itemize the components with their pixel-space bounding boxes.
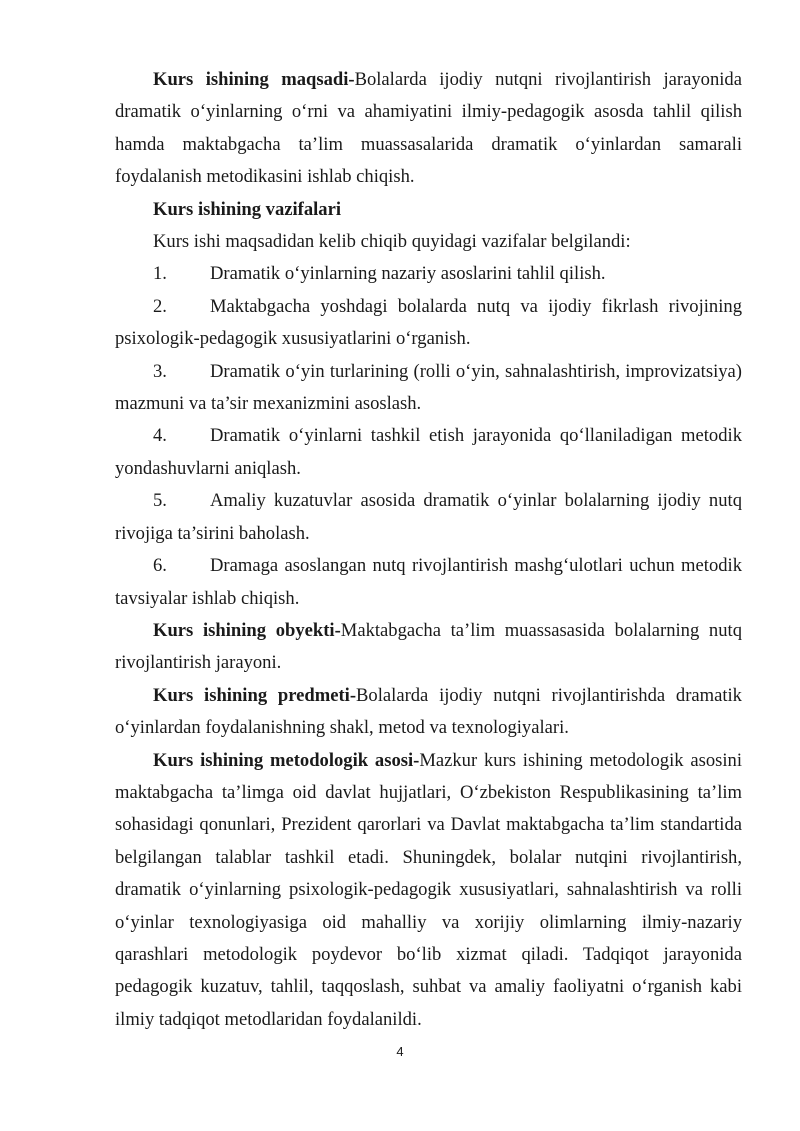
task-item xyxy=(115,356,742,421)
task-number: 1. xyxy=(153,263,167,285)
subject-paragraph xyxy=(115,680,742,745)
goal-paragraph xyxy=(115,64,742,194)
object-paragraph xyxy=(115,615,742,680)
goal-text: Bolalarda ijodiy nutqni rivojlantirish jarayonida dramatik o‘yinlarning o‘rni va ahamiyatini ilmiy-pedagogik asosda tahlil qilish hamda maktabgacha ta’lim muassasalarida dramatik o‘yinlardan samarali foydalanish metodikasini ishlab chiqish. xyxy=(115,69,742,188)
object-heading: Kurs ishining obyekti- xyxy=(153,619,341,641)
task-item xyxy=(115,420,742,485)
task-text: Dramatik o‘yin turlarining (rolli o‘yin, sahnalashtirish, improvizatsiya) mazmuni va ta’sir mexanizmini asoslash. xyxy=(115,360,742,415)
document-page xyxy=(115,64,742,1036)
task-number: 5. xyxy=(153,490,167,512)
task-number: 6. xyxy=(153,555,167,577)
task-text: Maktabgacha yoshdagi bolalarda nutq va ijodiy fikrlash rivojining psixologik-pedagogik xususiyatlarini o‘rganish. xyxy=(115,295,742,350)
task-number: 3. xyxy=(153,360,167,382)
task-number: 4. xyxy=(153,425,167,447)
object-text: Maktabgacha ta’lim muassasasida bolalarning nutq rivojlantirish jarayoni. xyxy=(115,619,742,674)
task-item xyxy=(115,258,742,290)
tasks-heading-paragraph xyxy=(115,194,742,226)
task-text: Amaliy kuzatuvlar asosida dramatik o‘yinlar bolalarning ijodiy nutq rivojiga ta’sirini baholash. xyxy=(115,490,742,544)
tasks-heading: Kurs ishining vazifalari xyxy=(153,198,342,220)
subject-text: Bolalarda ijodiy nutqni rivojlantirishda dramatik o‘yinlardan foydalanishning shakl, metod va texnologiyalari. xyxy=(115,684,742,739)
task-text: Dramaga asoslangan nutq rivojlantirish mashg‘ulotlari uchun metodik tavsiyalar ishlab chiqish. xyxy=(115,555,742,609)
page-number: 4 xyxy=(396,1044,404,1059)
tasks-intro: Kurs ishi maqsadidan kelib chiqib quyidagi vazifalar belgilandi: xyxy=(153,231,631,253)
task-item xyxy=(115,291,742,356)
task-text: Dramatik o‘yinlarni tashkil etish jarayonida qo‘llaniladigan metodik yondashuvlarni aniqlash. xyxy=(115,425,742,479)
task-text: Dramatik o‘yinlarning nazariy asoslarini tahlil qilish. xyxy=(210,263,606,285)
methodology-text: Mazkur kurs ishining metodologik asosini maktabgacha ta’limga oid davlat hujjatlari, O‘zbekiston Respublikasining ta’lim sohasidagi qonunlari, Prezident qarorlari va Davlat maktabgacha ta’lim standartida belgilangan talablar tashkil etadi. Shuningdek, bolalar nutqini rivojlantirish, dramatik o‘yinlarning psixologik-pedagogik xususiyatlari, sahnalashtirish va rolli o‘yinlar texnologiyasiga oid mahalliy va xorijiy olimlarning ilmiy-nazariy qarashlari metodologik poydevor bo‘lib xizmat qiladi. Tadqiqot jarayonida pedagogik kuzatuv, tahlil, taqqoslash, suhbat va amaliy faoliyatni o‘rganish kabi ilmiy tadqiqot metodlaridan foydalanildi. xyxy=(115,749,742,1030)
task-item xyxy=(115,550,742,615)
goal-heading: Kurs ishining maqsadi- xyxy=(153,69,355,90)
task-item xyxy=(115,485,742,550)
task-number: 2. xyxy=(153,295,167,317)
subject-heading: Kurs ishining predmeti- xyxy=(153,684,357,706)
methodology-heading: Kurs ishining metodologik asosi- xyxy=(153,749,420,771)
methodology-paragraph xyxy=(115,745,742,1037)
